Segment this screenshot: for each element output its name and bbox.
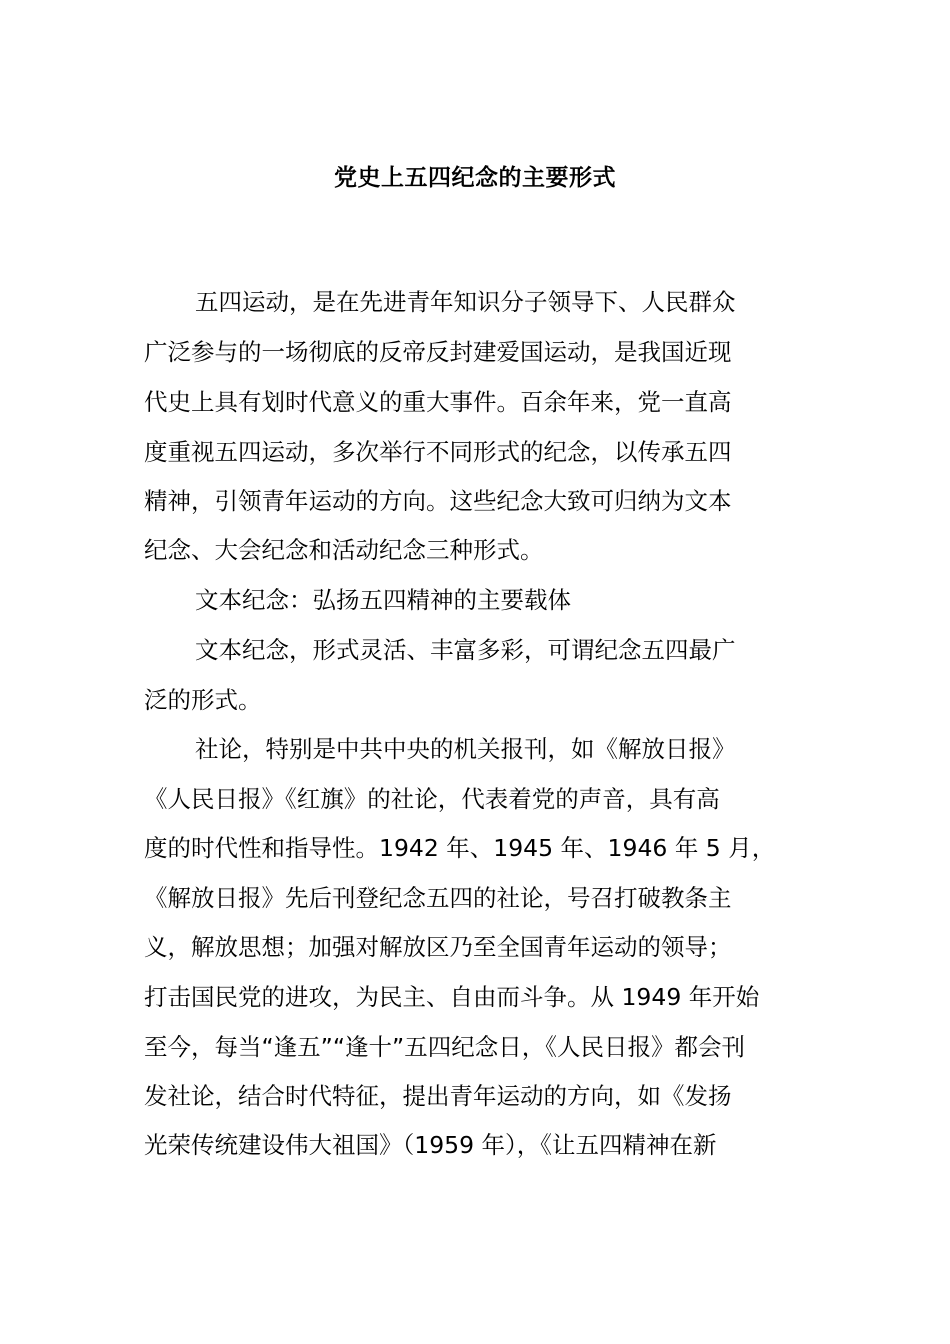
paragraph-line: 精神，引领青年运动的方向。这些纪念大致可归纳为文本 — [144, 487, 732, 515]
paragraph-line: 代史上具有划时代意义的重大事件。百余年来，党一直高 — [144, 388, 732, 416]
paragraph-line: 度重视五四运动，多次举行不同形式的纪念，以传承五四 — [144, 438, 732, 466]
section-heading: 文本纪念：弘扬五四精神的主要载体 — [195, 586, 571, 614]
document-title: 党史上五四纪念的主要形式 — [334, 165, 616, 191]
paragraph-line: 度的时代性和指导性。1942 年、1945 年、1946 年 5 月， — [144, 834, 776, 862]
paragraph-line: 文本纪念，形式灵活、丰富多彩，可谓纪念五四最广 — [195, 636, 736, 664]
paragraph-line: 纪念、大会纪念和活动纪念三种形式。 — [144, 536, 544, 564]
paragraph-line: 义，解放思想；加强对解放区乃至全国青年运动的领导； — [144, 933, 732, 961]
paragraph-line: 《解放日报》先后刊登纪念五四的社论，号召打破教条主 — [144, 884, 732, 912]
paragraph-line: 打击国民党的进攻，为民主、自由而斗争。从 1949 年开始 — [144, 983, 760, 1011]
paragraph-line: 广泛参与的一场彻底的反帝反封建爱国运动，是我国近现 — [144, 338, 732, 366]
paragraph-line: 光荣传统建设伟大祖国》（1959 年），《让五四精神在新 — [144, 1131, 717, 1159]
paragraph-line: 五四运动，是在先进青年知识分子领导下、人民群众 — [195, 288, 736, 316]
paragraph-line: 至今，每当“逢五”“逢十”五四纪念日，《人民日报》都会刊 — [144, 1033, 745, 1061]
paragraph-line: 《人民日报》《红旗》的社论，代表着党的声音，具有高 — [144, 785, 720, 813]
paragraph-line: 发社论，结合时代特征，提出青年运动的方向，如《发扬 — [144, 1082, 732, 1110]
paragraph-line: 泛的形式。 — [144, 686, 262, 714]
paragraph-line: 社论，特别是中共中央的机关报刊，如《解放日报》 — [195, 735, 736, 763]
